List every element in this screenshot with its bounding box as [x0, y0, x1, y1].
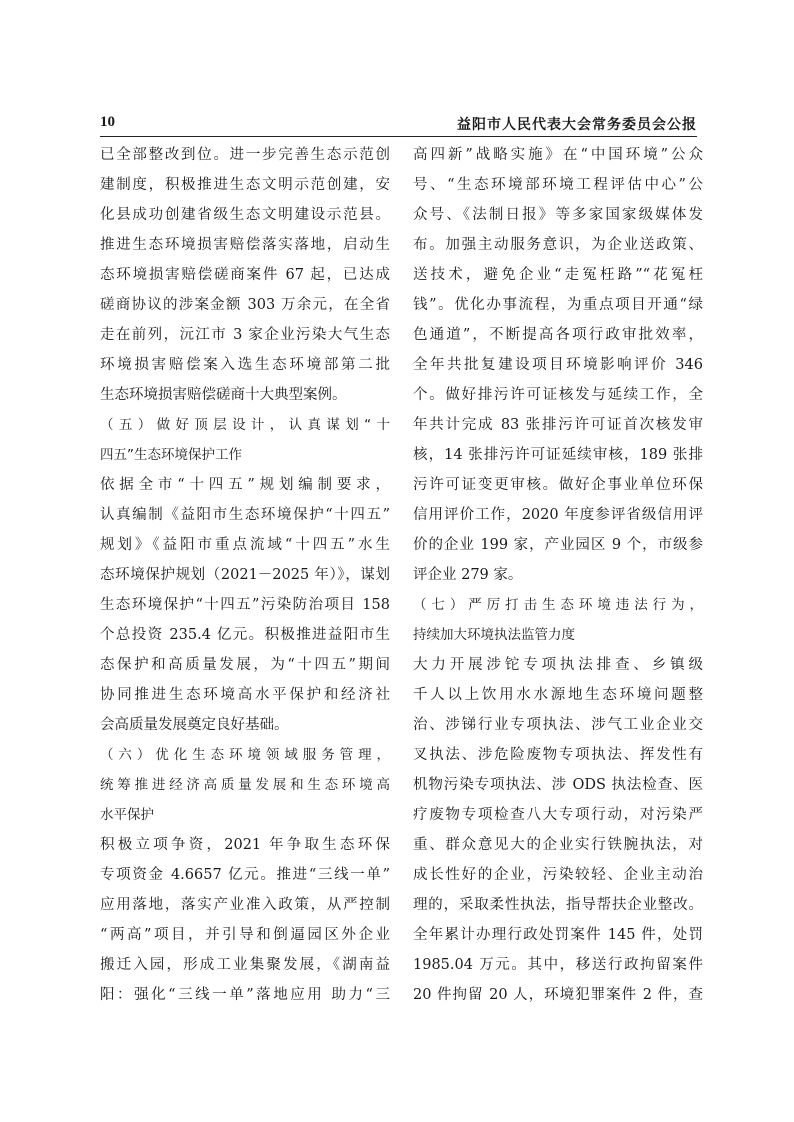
- body-text-line: 协同推进生态环境高水平保护和经济社: [100, 687, 390, 703]
- body-text-line: 20 件拘留 20 人，环境犯罪案件 2 件，查: [413, 987, 703, 1003]
- body-text-line: 应用落地，落实产业准入政策，从严控制: [100, 897, 390, 913]
- body-text-line: 推进生态环境损害赔偿落实落地，启动生: [100, 237, 390, 253]
- body-text-line: 送技术，避免企业“走冤枉路”“花冤枉: [413, 267, 703, 283]
- body-text-line: 已全部整改到位。进一步完善生态示范创: [100, 147, 390, 163]
- body-text-line: 认真编制《益阳市生态环境保护“十四五”: [100, 507, 390, 523]
- body-text-line: 价的企业 199 家，产业园区 9 个，市级参: [413, 537, 703, 553]
- body-text-line: 高四新”战略实施》在“中国环境”公众: [413, 147, 703, 163]
- body-text-line: 依据全市“十四五”规划编制要求，: [100, 477, 390, 493]
- body-text-line: 个总投资 235.4 亿元。积极推进益阳市生: [100, 627, 390, 643]
- body-text-line: 化县成功创建省级生态文明建设示范县。: [100, 207, 390, 223]
- body-text-line: 叉执法、涉危险废物专项执法、挥发性有: [413, 747, 703, 763]
- section-heading-line: （五）做好顶层设计，认真谋划“十: [100, 417, 390, 433]
- body-text-line: 钱”。优化办事流程，为重点项目开通“绿: [413, 297, 703, 313]
- body-text-line: 污许可证变更审核。做好企事业单位环保: [413, 477, 703, 493]
- body-text-line: 生态环境保护“十四五”污染防治项目 158: [100, 597, 390, 613]
- body-text-line: 疗废物专项检查八大专项行动，对污染严: [413, 807, 703, 823]
- body-text-line: 建制度，积极推进生态文明示范创建，安: [100, 177, 390, 193]
- body-text-line: 信用评价工作，2020 年度参评省级信用评: [413, 507, 703, 523]
- body-text-line: 布。加强主动服务意识，为企业送政策、: [413, 237, 703, 253]
- body-text-line: 全年累计办理行政处罚案件 145 件，处罚: [413, 927, 703, 943]
- body-text-line: 评企业 279 家。: [413, 567, 523, 583]
- body-text-line: 专项资金 4.6657 亿元。推进“三线一单”: [100, 867, 390, 883]
- body-text-line: 环境损害赔偿案入选生态环境部第二批: [100, 357, 390, 373]
- section-heading-line: （六）优化生态环境领域服务管理，: [100, 747, 390, 763]
- body-text-line: 1985.04 万元。其中，移送行政拘留案件: [413, 957, 703, 973]
- body-text-line: 阳：强化“三线一单”落地应用 助力“三: [100, 987, 390, 1003]
- page-header: [100, 114, 697, 137]
- body-text-line: 规划》《益阳市重点流域“十四五”水生: [100, 537, 390, 553]
- section-heading-line: 水平保护: [100, 807, 154, 823]
- body-text-line: 治、涉锑行业专项执法、涉气工业企业交: [413, 717, 703, 733]
- body-text-line: 个。做好排污许可证核发与延续工作，全: [413, 387, 703, 403]
- body-text-line: 号、“生态环境部环境工程评估中心”公: [413, 177, 703, 193]
- body-text-line: 态保护和高质量发展，为“十四五”期间: [100, 657, 390, 673]
- section-heading-line: 持续加大环境执法监管力度: [413, 627, 575, 643]
- section-heading-line: 四五”生态环境保护工作: [100, 447, 242, 463]
- body-text-line: 千人以上饮用水水源地生态环境问题整: [413, 687, 703, 703]
- body-text-line: “两高”项目，并引导和倒逼园区外企业: [100, 927, 390, 943]
- body-text-line: 生态环境损害赔偿磋商十大典型案例。: [100, 387, 347, 403]
- body-text-line: 态环境损害赔偿磋商案件 67 起，已达成: [100, 267, 390, 283]
- left-column: [100, 140, 390, 1010]
- body-text-line: 搬迁入园，形成工业集聚发展，《湖南益: [100, 957, 390, 973]
- body-text-line: 积极立项争资，2021 年争取生态环保: [100, 837, 390, 853]
- right-column: [413, 140, 703, 1010]
- body-text-line: 磋商协议的涉案金额 303 万余元，在全省: [100, 297, 390, 313]
- body-text-line: 机物污染专项执法、涉 ODS 执法检查、医: [413, 777, 703, 793]
- body-text-line: 成长性好的企业，污染较轻、企业主动治: [413, 867, 703, 883]
- body-text-line: 会高质量发展奠定良好基础。: [100, 717, 289, 733]
- journal-title: 益阳市人民代表大会常务委员会公报: [457, 117, 697, 133]
- body-text-line: 全年共批复建设项目环境影响评价 346: [413, 357, 703, 373]
- body-text-line: 年共计完成 83 张排污许可证首次核发审: [413, 417, 703, 433]
- body-text-line: 核，14 张排污许可证延续审核，189 张排: [413, 447, 703, 463]
- page-number: 10: [100, 114, 115, 130]
- section-heading-line: （七）严厉打击生态环境违法行为，: [413, 597, 703, 613]
- section-heading-line: 统筹推进经济高质量发展和生态环境高: [100, 777, 390, 793]
- body-text-line: 重、群众意见大的企业实行铁腕执法，对: [413, 837, 703, 853]
- body-text-line: 走在前列，沅江市 3 家企业污染大气生态: [100, 327, 390, 343]
- body-text-line: 大力开展涉铊专项执法排查、乡镇级: [413, 657, 703, 673]
- body-text-line: 众号、《法制日报》等多家国家级媒体发: [413, 207, 703, 223]
- body-text-line: 态环境保护规划（2021－2025 年）》，谋划: [100, 567, 390, 583]
- body-text-line: 理的，采取柔性执法，指导帮扶企业整改。: [413, 897, 703, 913]
- body-text-line: 色通道”，不断提高各项行政审批效率，: [413, 327, 703, 343]
